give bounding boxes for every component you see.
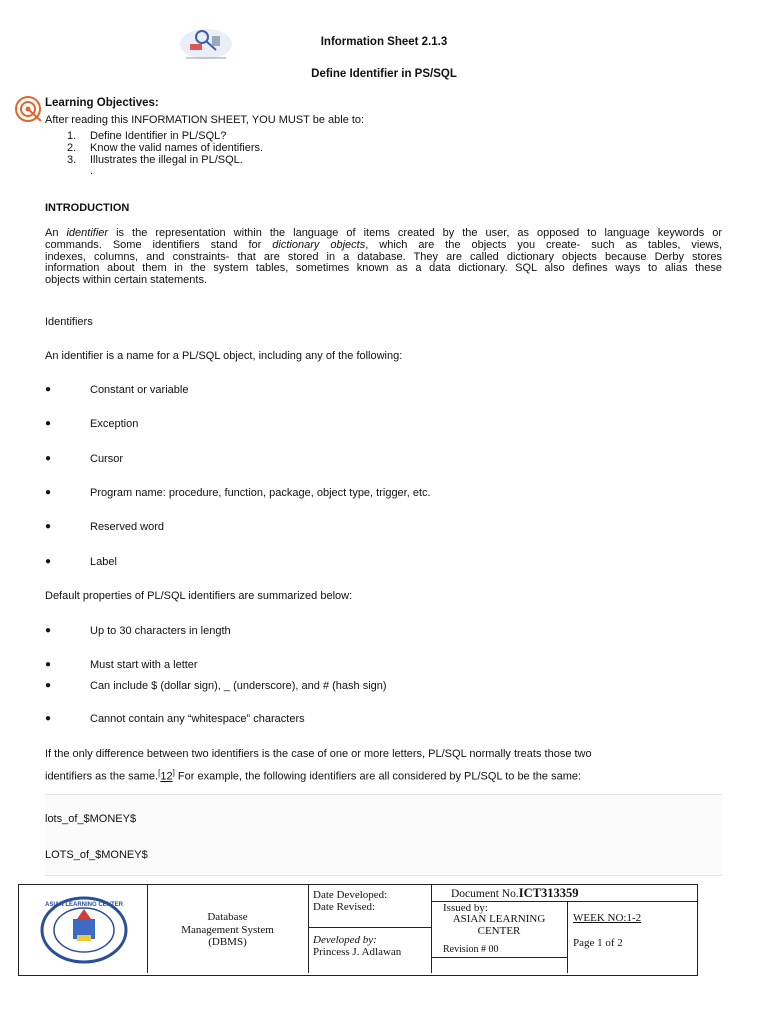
issued-by-label: Issued by: <box>443 902 488 914</box>
reference-link[interactable]: 12 <box>160 770 173 783</box>
developed-by-label: Developed by: <box>313 934 377 946</box>
footer-table <box>18 884 698 976</box>
code-line: lots_of_$MONEY$ <box>45 813 137 825</box>
target-icon <box>14 95 44 125</box>
issuer-name: ASIAN LEARNING CENTER <box>452 913 546 937</box>
identifiers-lead: An identifier is a name for a PL/SQL object, including any of the following: <box>45 350 403 362</box>
objectives-list <box>67 131 263 178</box>
list-item: 2. Know the valid names of identifiers. <box>67 141 264 154</box>
course-name: Database Management System (DBMS) <box>181 911 274 948</box>
introduction-heading: INTRODUCTION <box>45 202 130 214</box>
case-paragraph-line1: If the only difference between two identifiers is the case of one or more letters, PL/SQL normally treats those two <box>45 748 592 760</box>
developer-name: Princess J. Adlawan <box>313 946 402 958</box>
list-item: 3. Illustrates the illegal in PL/SQL. <box>67 153 243 166</box>
objectives-intro: After reading this INFORMATION SHEET, YOU MUST be able to: <box>45 114 365 126</box>
week-number: WEEK NO:1-2 <box>573 912 642 924</box>
case-paragraph-line2: identifiers as the same.[12] For example, the following identifiers are all considered by PL/SQL to be the same: <box>45 768 582 783</box>
identifiers-heading: Identifiers <box>45 316 93 328</box>
revision-number: Revision # 00 <box>443 944 499 955</box>
code-line: LOTS_of_$MONEY$ <box>45 849 148 861</box>
sheet-title: Information Sheet 2.1.3 <box>320 36 448 48</box>
list-item: 1. Define Identifier in PL/SQL? <box>67 130 227 142</box>
page-number: Page 1 of 2 <box>573 937 623 949</box>
date-developed-label: Date Developed: <box>313 889 388 901</box>
date-revised-label: Date Revised: <box>313 901 376 913</box>
institution-seal <box>39 895 129 965</box>
introduction-paragraph: An identifier is the representation within the language of items created by the user, as opposed to language keywords or commands. Some identifiers stand for dictionary objects, which are the objects you create- such as tables, views, indexes, columns, and constraints- that are stored in a database. They are called dictionary objects because Derby stores information about them in the system tables, sometimes known as a data dictionary. SQL also defines ways to alias these objects within certain statements. <box>45 227 722 287</box>
sheet-subtitle: Define Identifier in PS/SQL <box>311 68 457 80</box>
objectives-heading: Learning Objectives: <box>45 97 159 109</box>
code-block <box>45 794 722 876</box>
svg-text:ASIAN LEARNING CENTER: ASIAN LEARNING CENTER <box>44 902 124 908</box>
list-item: . <box>90 165 94 178</box>
properties-lead: Default properties of PL/SQL identifiers are summarized below: <box>45 590 353 602</box>
document-number: Document No.ICT313359 <box>451 886 579 900</box>
